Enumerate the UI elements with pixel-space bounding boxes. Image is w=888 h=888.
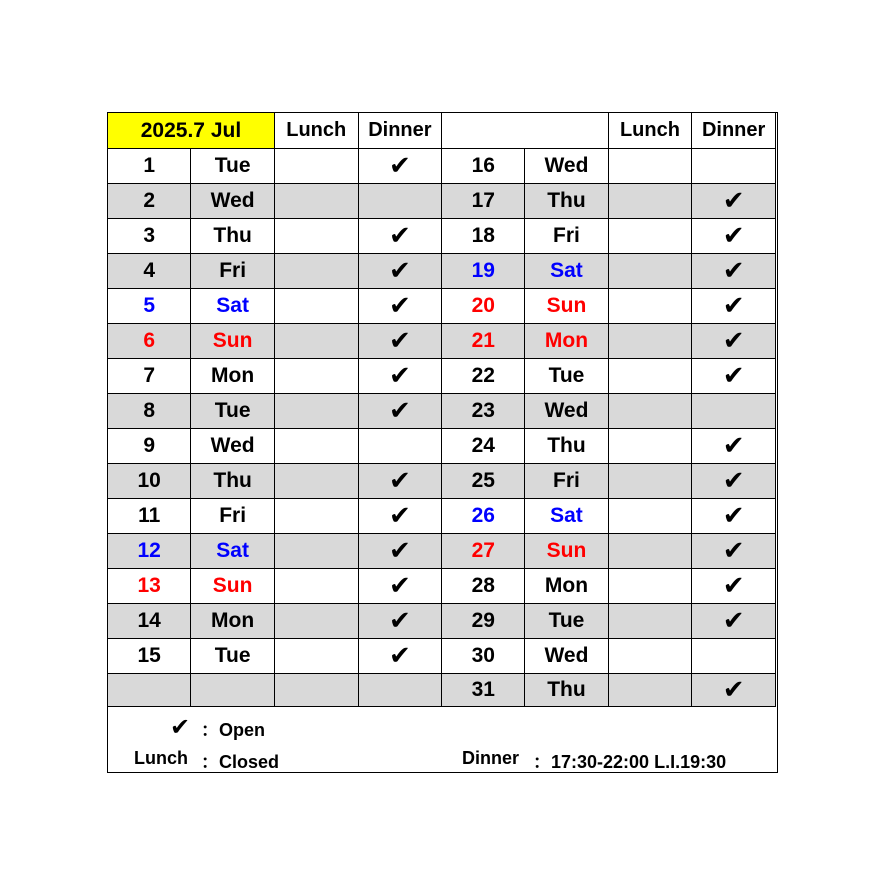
date-cell: 24 [442, 429, 525, 464]
table-row [108, 429, 776, 464]
dinner-cell: ✔ [358, 324, 442, 359]
table-row [108, 324, 776, 359]
day-cell: Mon [191, 604, 275, 639]
date-cell: 31 [442, 674, 525, 707]
day-cell: Tue [525, 604, 608, 639]
legend-open-text: ：Open [201, 720, 266, 740]
schedule-sheet [107, 112, 778, 773]
date-cell: 4 [108, 254, 191, 289]
day-cell: Sun [525, 534, 608, 569]
dinner-cell: ✔ [358, 219, 442, 254]
date-cell: 7 [108, 359, 191, 394]
date-cell: 14 [108, 604, 191, 639]
date-cell: 15 [108, 639, 191, 674]
dinner-header-2: Dinner [692, 113, 776, 149]
schedule-table [107, 112, 776, 707]
day-cell: Wed [525, 394, 608, 429]
lunch-cell [608, 324, 692, 359]
lunch-cell [274, 394, 358, 429]
date-cell: 10 [108, 464, 191, 499]
dinner-cell: ✔ [692, 289, 776, 324]
dinner-cell: ✔ [358, 359, 442, 394]
dinner-cell: ✔ [358, 149, 442, 184]
day-cell: Sat [525, 499, 608, 534]
dinner-cell: ✔ [358, 569, 442, 604]
legend-dinner-label: Dinner [462, 748, 520, 768]
lunch-cell [274, 359, 358, 394]
lunch-cell [608, 464, 692, 499]
lunch-cell [274, 254, 358, 289]
dinner-cell: ✔ [358, 464, 442, 499]
dinner-cell: ✔ [358, 499, 442, 534]
lunch-cell [608, 499, 692, 534]
table-row [108, 534, 776, 569]
dinner-cell [692, 639, 776, 674]
lunch-cell [274, 184, 358, 219]
date-cell: 23 [442, 394, 525, 429]
date-cell: 5 [108, 289, 191, 324]
day-cell: Sun [191, 569, 275, 604]
day-cell: Wed [191, 184, 275, 219]
dinner-cell: ✔ [692, 184, 776, 219]
check-icon: ✔ [170, 713, 191, 741]
dinner-cell: ✔ [692, 604, 776, 639]
lunch-cell [274, 569, 358, 604]
date-cell: 30 [442, 639, 525, 674]
day-cell: Sat [191, 534, 275, 569]
day-cell: Thu [525, 184, 608, 219]
table-row [108, 604, 776, 639]
date-cell: 21 [442, 324, 525, 359]
table-row [108, 289, 776, 324]
day-cell: Sat [525, 254, 608, 289]
lunch-cell [274, 219, 358, 254]
table-row [108, 464, 776, 499]
date-cell: 18 [442, 219, 525, 254]
legend-dinner-text: ：17:30-22:00 L.I.19:30 [533, 752, 727, 772]
day-cell: Tue [191, 639, 275, 674]
day-cell: Mon [191, 359, 275, 394]
legend-lunch-label: Lunch [134, 748, 188, 768]
table-row [108, 499, 776, 534]
dinner-cell: ✔ [692, 429, 776, 464]
lunch-cell [274, 464, 358, 499]
lunch-header-2: Lunch [608, 113, 692, 149]
lunch-cell [608, 149, 692, 184]
lunch-cell [608, 639, 692, 674]
legend [108, 710, 777, 773]
lunch-cell [608, 534, 692, 569]
day-cell: Fri [191, 254, 275, 289]
day-cell: Thu [191, 464, 275, 499]
date-cell: 25 [442, 464, 525, 499]
dinner-header: Dinner [358, 113, 442, 149]
date-cell [108, 674, 191, 707]
lunch-cell [274, 534, 358, 569]
date-cell: 2 [108, 184, 191, 219]
lunch-cell [274, 499, 358, 534]
day-cell: Mon [525, 324, 608, 359]
lunch-cell [274, 289, 358, 324]
dinner-cell: ✔ [692, 674, 776, 707]
day-cell: Sun [191, 324, 275, 359]
date-cell: 27 [442, 534, 525, 569]
day-cell: Thu [525, 429, 608, 464]
dinner-cell [358, 429, 442, 464]
dinner-cell: ✔ [358, 289, 442, 324]
dinner-cell: ✔ [692, 499, 776, 534]
day-cell: Thu [191, 219, 275, 254]
date-cell: 28 [442, 569, 525, 604]
date-cell: 11 [108, 499, 191, 534]
day-cell: Wed [525, 639, 608, 674]
day-cell: Fri [525, 464, 608, 499]
dinner-cell: ✔ [692, 464, 776, 499]
dinner-cell: ✔ [692, 254, 776, 289]
day-cell: Fri [191, 499, 275, 534]
day-cell: Tue [525, 359, 608, 394]
lunch-cell [274, 429, 358, 464]
lunch-cell [608, 604, 692, 639]
table-row [108, 149, 776, 184]
date-cell: 3 [108, 219, 191, 254]
day-cell: Mon [525, 569, 608, 604]
date-cell: 12 [108, 534, 191, 569]
lunch-cell [608, 219, 692, 254]
dinner-cell: ✔ [358, 639, 442, 674]
lunch-cell [608, 394, 692, 429]
lunch-cell [274, 324, 358, 359]
dinner-cell [358, 674, 442, 707]
dinner-cell [692, 394, 776, 429]
lunch-cell [608, 289, 692, 324]
dinner-cell: ✔ [692, 324, 776, 359]
day-cell: Sat [191, 289, 275, 324]
dinner-cell: ✔ [358, 394, 442, 429]
table-row [108, 674, 776, 707]
table-row [108, 639, 776, 674]
day-cell [191, 674, 275, 707]
dinner-cell: ✔ [692, 534, 776, 569]
lunch-cell [274, 639, 358, 674]
table-row [108, 254, 776, 289]
dinner-cell: ✔ [358, 534, 442, 569]
dinner-cell: ✔ [358, 254, 442, 289]
day-cell: Sun [525, 289, 608, 324]
date-cell: 20 [442, 289, 525, 324]
lunch-cell [608, 254, 692, 289]
date-cell: 22 [442, 359, 525, 394]
date-cell: 1 [108, 149, 191, 184]
dinner-cell: ✔ [692, 219, 776, 254]
lunch-cell [608, 569, 692, 604]
day-cell: Tue [191, 149, 275, 184]
legend-lunch-text: ：Closed [201, 752, 280, 772]
lunch-cell [608, 674, 692, 707]
dinner-cell [692, 149, 776, 184]
lunch-cell [274, 604, 358, 639]
lunch-cell [608, 184, 692, 219]
table-row [108, 359, 776, 394]
lunch-cell [274, 149, 358, 184]
dinner-cell: ✔ [692, 569, 776, 604]
blank-header [442, 113, 608, 149]
date-cell: 13 [108, 569, 191, 604]
lunch-header: Lunch [274, 113, 358, 149]
lunch-cell [608, 359, 692, 394]
date-cell: 19 [442, 254, 525, 289]
date-cell: 16 [442, 149, 525, 184]
header-row [108, 113, 776, 149]
table-row [108, 184, 776, 219]
date-cell: 29 [442, 604, 525, 639]
date-cell: 17 [442, 184, 525, 219]
day-cell: Thu [525, 674, 608, 707]
dinner-cell: ✔ [358, 604, 442, 639]
lunch-cell [608, 429, 692, 464]
date-cell: 8 [108, 394, 191, 429]
day-cell: Fri [525, 219, 608, 254]
date-cell: 9 [108, 429, 191, 464]
day-cell: Wed [191, 429, 275, 464]
date-cell: 6 [108, 324, 191, 359]
table-row [108, 219, 776, 254]
dinner-cell [358, 184, 442, 219]
date-cell: 26 [442, 499, 525, 534]
dinner-cell: ✔ [692, 359, 776, 394]
month-title: 2025.7 Jul [108, 113, 275, 149]
lunch-cell [274, 674, 358, 707]
day-cell: Wed [525, 149, 608, 184]
table-row [108, 394, 776, 429]
table-row [108, 569, 776, 604]
day-cell: Tue [191, 394, 275, 429]
